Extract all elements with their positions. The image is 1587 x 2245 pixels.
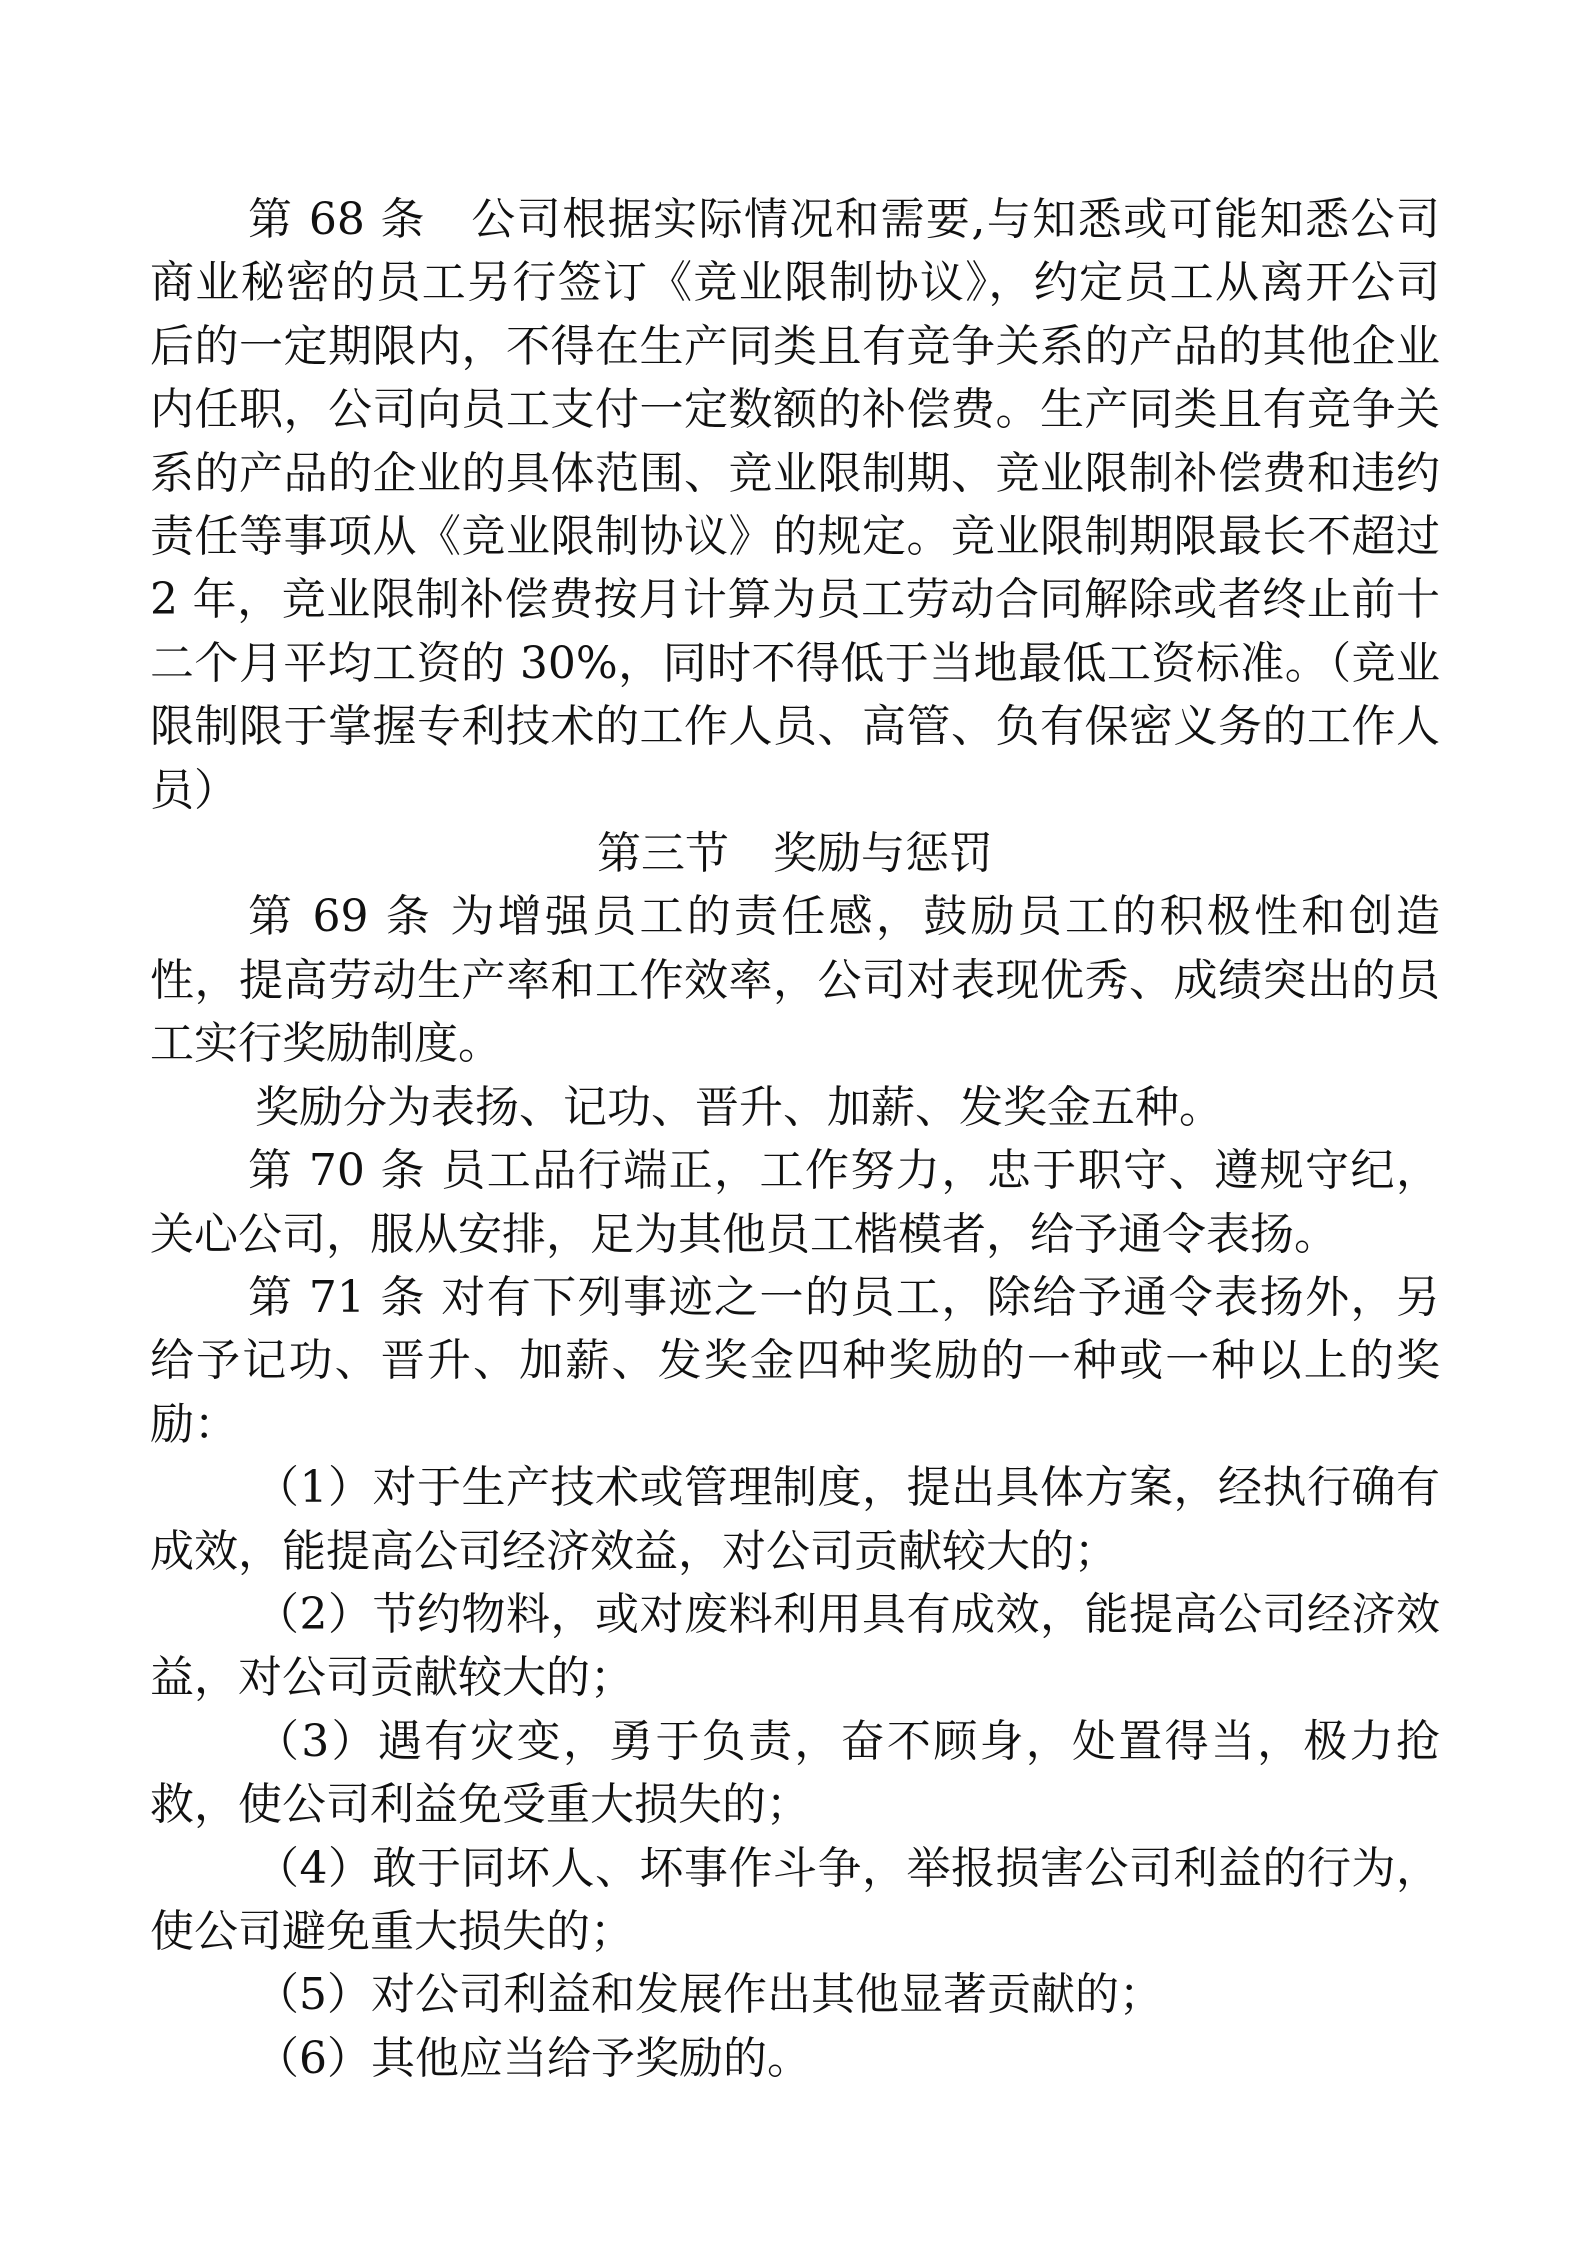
article-71-paragraph: 第 71 条 对有下列事迹之一的员工，除给予通令表扬外，另给予记功、晋升、加薪、发奖金四种奖励的一种或一种以上的奖励： — [150, 1271, 1440, 1450]
article-70-paragraph: 第 70 条 员工品行端正，工作努力，忠于职守、遵规守纪，关心公司，服从安排，足为其他员工楷模者，给予通令表扬。 — [150, 1145, 1440, 1260]
document-page — [150, 188, 1454, 2090]
section-heading: 第三节 奖励与惩罚 — [597, 828, 993, 880]
article-68-paragraph: 第 68 条 公司根据实际情况和需要,与知悉或可能知悉公司商业秘密的员工另行签订《竞业限制协议》，约定员工从离开公司后的一定期限内，不得在生产同类且有竞争关系的产品的其他企业内任职，公司向员工支付一定数额的补偿费。生产同类且有竞争关系的产品的企业的具体范围、竞业限制期、竞业限制补偿费和违约责任等事项从《竞业限制协议》的规定。竞业限制期限最长不超过 2 年，竞业限制补偿费按月计算为员工劳动合同解除或者终止前十二个月平均工资的 30%，同时不得低于当地最低工资标准。（竞业限制限于掌握专利技术的工作人员、高管、负有保密义务的工作人员） — [150, 194, 1454, 816]
article-69-reward-types: 奖励分为表扬、记功、晋升、加薪、发奖金五种。 — [255, 1081, 1223, 1133]
list-item-5: （5）对公司利益和发展作出其他显著贡献的； — [255, 1969, 1163, 2021]
list-item-4: （4）敢于同坏人、坏事作斗争，举报损害公司利益的行为，使公司避免重大损失的； — [150, 1842, 1440, 1957]
list-item-6: （6）其他应当给予奖励的。 — [255, 2032, 811, 2084]
article-69-paragraph: 第 69 条 为增强员工的责任感，鼓励员工的积极性和创造性，提高劳动生产率和工作效率，公司对表现优秀、成绩突出的员工实行奖励制度。 — [150, 891, 1440, 1070]
list-item-3: （3）遇有灾变，勇于负责，奋不顾身，处置得当，极力抢救，使公司利益免受重大损失的； — [150, 1715, 1440, 1831]
list-item-1: （1）对于生产技术或管理制度，提出具体方案，经执行确有成效，能提高公司经济效益，对公司贡献较大的； — [150, 1462, 1440, 1577]
list-item-2: （2）节约物料，或对废料利用具有成效，能提高公司经济效益，对公司贡献较大的； — [150, 1588, 1440, 1704]
